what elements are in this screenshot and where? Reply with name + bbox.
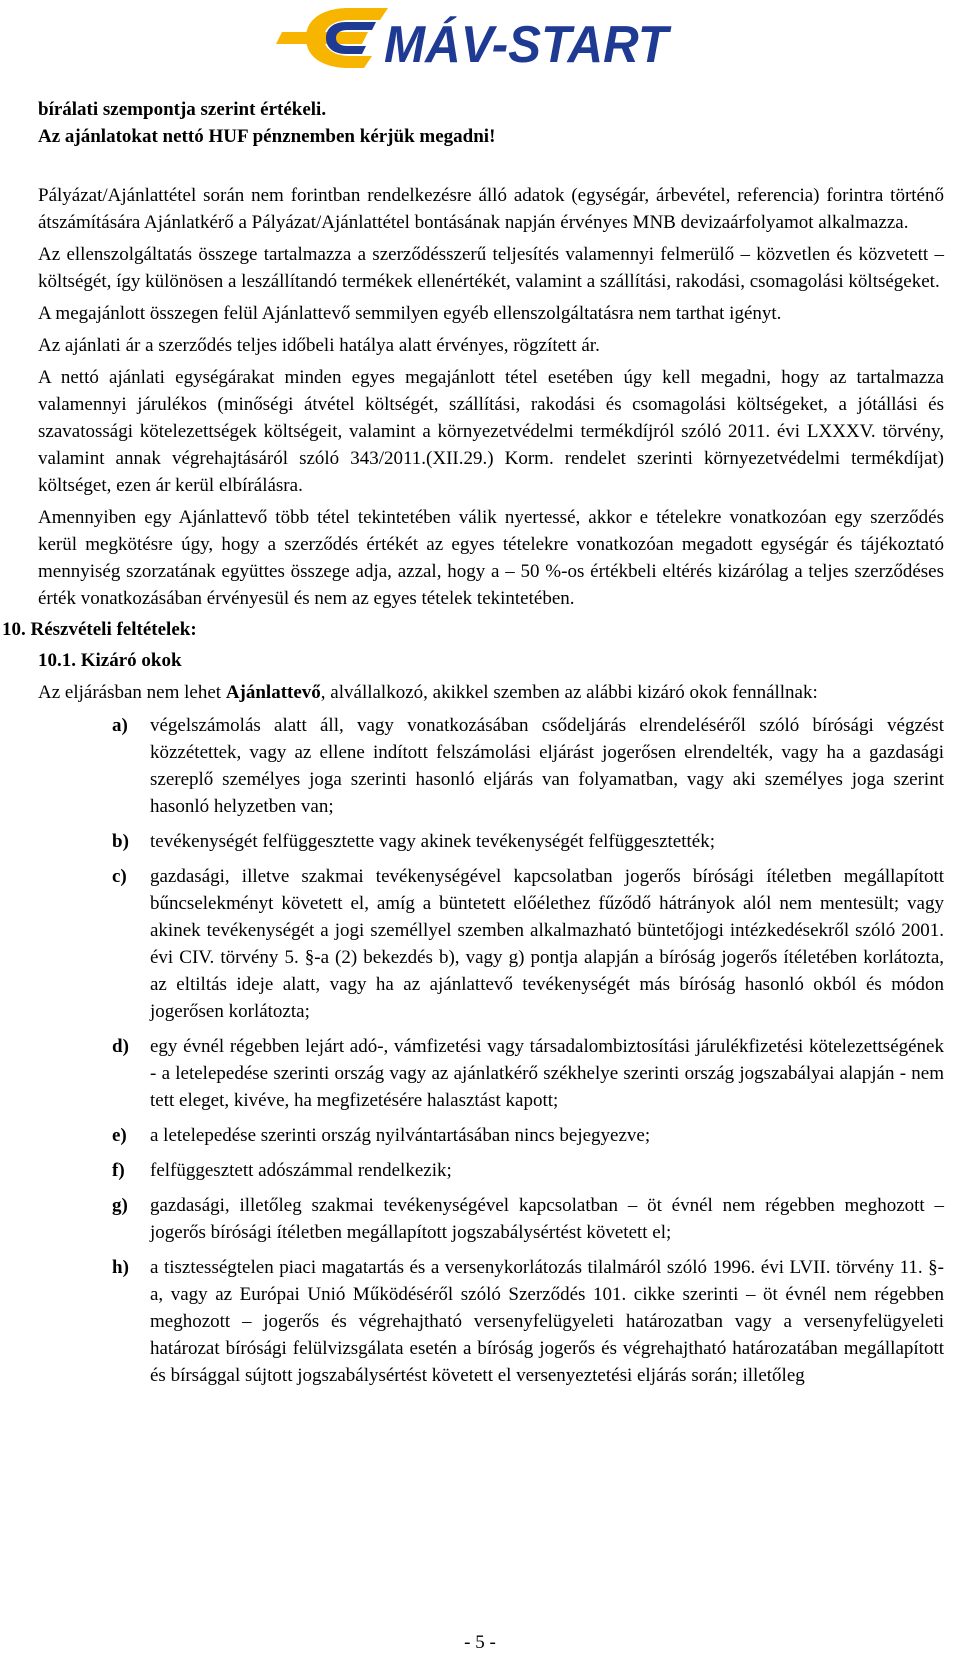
intro-line-2: Az ajánlatokat nettó HUF pénznemben kérjük megadni! xyxy=(38,126,496,147)
list-item-text: tevékenységét felfüggesztette vagy akinek tevékenységét felfüggesztették; xyxy=(150,831,715,852)
list-item-text: a letelepedése szerinti ország nyilvántartásában nincs bejegyezve; xyxy=(150,1125,651,1146)
list-item-label: b) xyxy=(112,831,129,852)
list-item xyxy=(38,863,944,1025)
list-item-text: felfüggesztett adószámmal rendelkezik; xyxy=(150,1160,452,1181)
section-title: Részvételi feltételek: xyxy=(30,619,197,640)
list-item xyxy=(38,712,944,820)
list-item-text: egy évnél régebben lejárt adó-, vámfizetési vagy társadalombiztosítási járulékfizetési kötelezettségének - a letelepedése szerinti ország vagy az ajánlatkérő székhelye szerinti ország jogszabályai alapján - nem tett eleget, kivéve, ha megfizetésére halasztást kapott; xyxy=(150,1036,944,1111)
list-item-label: e) xyxy=(112,1125,127,1146)
list-item xyxy=(38,828,944,855)
paragraph-no-extra: A megajánlott összegen felül Ajánlattevő semmilyen egyéb ellenszolgáltatásra nem tarthat igényt. xyxy=(38,303,782,324)
intro-line-1: bírálati szempontja szerint értékeli. xyxy=(38,99,327,120)
main-content xyxy=(2,96,944,1397)
paragraph-unit-prices: A nettó ajánlati egységárakat minden egyes megajánlott tétel esetében úgy kell megadni, hogy az tartalmazza valamennyi járulékos (minőségi átvétel költségét, szállítási, rakodási és csomagolási költségeket, a jótállási és szavatossági kötelezettségek költségeit, valamint a környezetvédelmi termékdíjról szóló 2011. évi LXXXV. törvény, valamint annak végrehajtásáról szóló 343/2011.(XII.29.) Korm. rendelet szerinti környezetvédelmi termékdíjat) költséget, ezen ár kerül elbírálásra. xyxy=(38,367,944,496)
page-number: - 5 - xyxy=(464,1632,496,1653)
section-heading-10 xyxy=(2,616,944,643)
list-item xyxy=(38,1122,944,1149)
list-item-label: g) xyxy=(112,1195,128,1216)
subsection-number: 10.1. xyxy=(38,650,76,671)
intro-text-after: , alvállalkozó, akikkel szemben az alábbi kizáró okok fennállnak: xyxy=(320,682,818,703)
list-item-text: gazdasági, illetőleg szakmai tevékenységével kapcsolatban – öt évnél nem régebben meghozott – jogerős bírósági ítéletben megállapított jogszabálysértést követett el; xyxy=(150,1195,944,1243)
intro-bold-term: Ajánlattevő xyxy=(225,682,321,703)
list-item xyxy=(38,1157,944,1184)
intro-text-before: Az eljárásban nem lehet xyxy=(38,682,226,703)
list-item-label: h) xyxy=(112,1257,129,1278)
list-item xyxy=(38,1192,944,1246)
list-item-text: a tisztességtelen piaci magatartás és a versenykorlátozás tilalmáról szóló 1996. évi LVII. törvény 11. §-a, vagy az Európai Unió Működéséről szóló Szerződés 101. cikke szerinti – öt évnél nem régebben meghozott – jogerős és végrehajtható versenyfelügyeleti határozatban vagy a versenyfelügyeleti határozat bírósági felülvizsgálata esetén a bíróság jogerős és végrehajtható határozatában megállapított és bírsággal sújtott jogszabálysértést követett el versenyeztetési eljárás során; illetőleg xyxy=(150,1257,944,1386)
mav-start-logo xyxy=(276,4,676,72)
paragraph-exchange-rate: Pályázat/Ajánlattétel során nem forintban rendelkezésre álló adatok (egységár, árbevétel, referencia) forintra történő átszámítására Ajánlatkérő a Pályázat/Ajánlattétel bontásának napján érvényes MNB devizaárfolyamot alkalmazza. xyxy=(38,185,944,233)
section-number: 10. xyxy=(2,619,26,640)
list-item xyxy=(38,1254,944,1389)
list-item-label: c) xyxy=(112,866,127,887)
paragraph-costs: Az ellenszolgáltatás összege tartalmazza a szerződésszerű teljesítés valamennyi felmerülő – közvetlen és közvetett – költségét, így különösen a leszállítandó termékek ellenértékét, valamint a szállítási, rakodási, csomagolási költségeket. xyxy=(38,244,944,292)
list-item-label: a) xyxy=(112,715,128,736)
exclusion-list xyxy=(38,712,944,1389)
subsection-title: Kizáró okok xyxy=(80,650,182,671)
list-item-text: végelszámolás alatt áll, vagy vonatkozásában csődeljárás elrendeléséről szóló bírósági végzést közzétettek, vagy az ellene indított felszámolási eljárást jogerősen elrendelték, vagy ha a gazdasági szereplő személyes joga szerinti hasonló eljárás van folyamatban, vagy aki személyes joga szerint hasonló helyzetben van; xyxy=(150,715,944,817)
svg-text:MÁV-START: MÁV-START xyxy=(384,16,673,72)
list-item xyxy=(38,1033,944,1114)
paragraph-fixed-price: Az ajánlati ár a szerződés teljes időbeli hatálya alatt érvényes, rögzített ár. xyxy=(38,335,600,356)
paragraph-exclusion-intro xyxy=(38,679,944,706)
list-item-text: gazdasági, illetve szakmai tevékenységével kapcsolatban jogerős bírósági ítéletben megállapított bűncselekményt követett el, amíg a büntetett előélethez fűződő hátrányok alól nem mentesült; vagy akinek tevékenységét a jogi személlyel szemben alkalmazható büntetőjogi intézkedésekről szóló 2001. évi CIV. törvény 5. §-a (2) bekezdés b), vagy g) pontja alapján a bíróság jogerős ítéletében korlátozta, az eltiltás ideje alatt, vagy ha az ajánlattevő tevékenységét más bíróság hasonló okból és módon jogerősen korlátozta; xyxy=(150,866,944,1022)
list-item-label: f) xyxy=(112,1160,125,1181)
paragraph-contract: Amennyiben egy Ajánlattevő több tétel tekintetében válik nyertessé, akkor e tételekre vonatkozóan egy szerződés kerül megkötésre úgy, hogy a szerződés értékét az egyes tételekre vonatkozóan megadott egységár és tájékoztató mennyiség szorzatának együttes összege adja, azzal, hogy a – 50 %-os értékbeli eltérés kizárólag a teljes szerződéses érték vonatkozásában érvényesül és nem az egyes tételek tekintetében. xyxy=(38,507,944,609)
list-item-label: d) xyxy=(112,1036,129,1057)
subsection-heading-10-1 xyxy=(38,647,944,674)
